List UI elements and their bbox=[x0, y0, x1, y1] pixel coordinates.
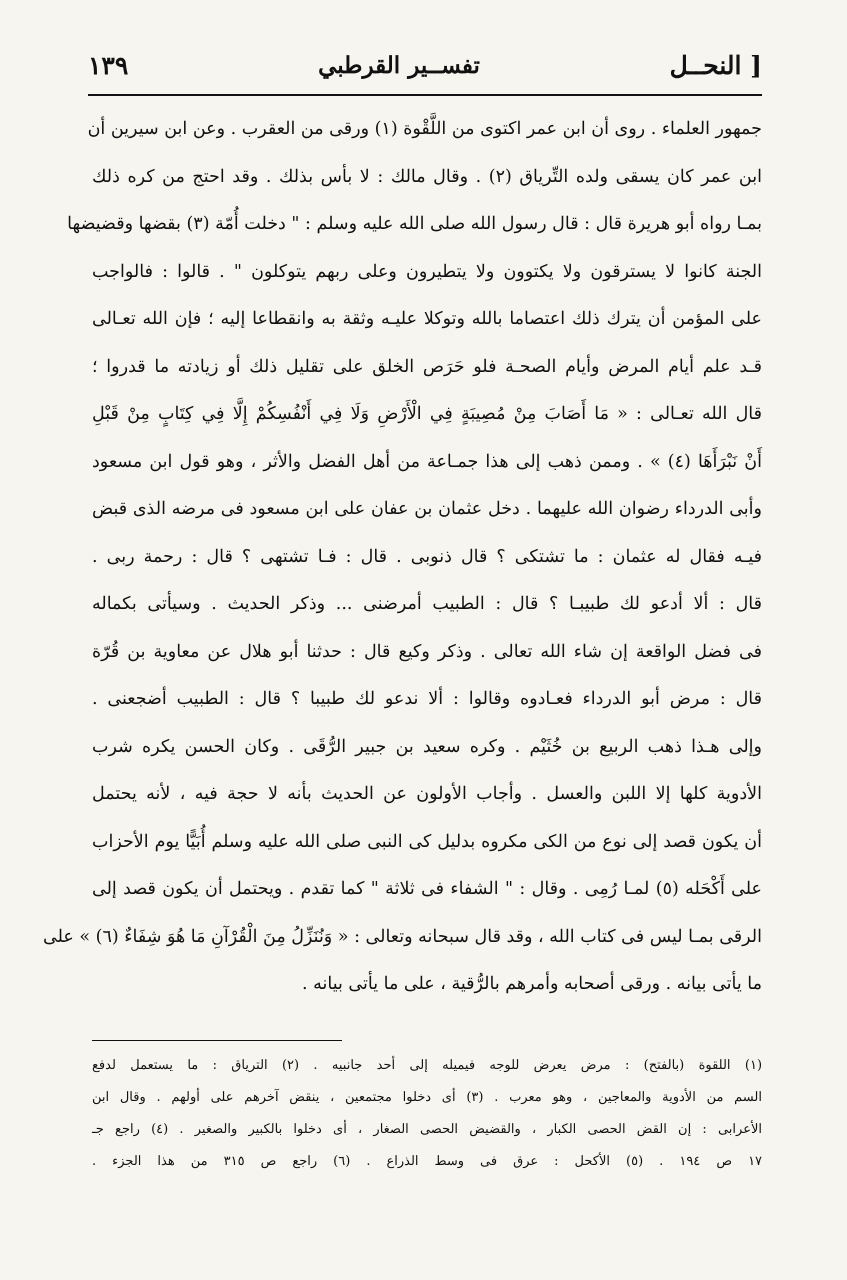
text-line: الرقى بمـا ليس فى كتاب الله ، وقد قال سبحانه وتعالى : « وَنُنَزِّلُ مِنَ الْقُرْآنِ مَا هُوَ شِفَاءٌ (٦) » على bbox=[43, 926, 762, 947]
text-line: الأدوية كلها إلا اللبن والعسل . وأجاب الأولون عن الحديث بأنه لا حجة فيه ، لأنه يحتمل bbox=[92, 784, 762, 804]
text-line: على المؤمن أن يترك ذلك اعتصاما بالله وتوكلا عليـه وثقة به وانقطاعا إليه ؛ فإن الله تعـالى bbox=[92, 309, 762, 329]
footnote-line: (١) اللقوة (بالفتح) : مرض يعرض للوجه فيميله إلى أحد جانبيه . (٢) الترياق : ما يستعمل لدفع bbox=[92, 1058, 763, 1073]
page-header bbox=[88, 40, 762, 90]
footnotes bbox=[92, 1050, 762, 1178]
text-line: جمهور العلماء . روى أن ابن عمر اكتوى من اللَّقْوة (١) ورقى من العقرب . وعن ابن سيرين أن bbox=[87, 119, 762, 139]
page-number: ١٣٩ bbox=[88, 50, 129, 80]
text-line: قـد علم أيام المرض وأيام الصحـة فلو حَرَص الخلق على تقليل ذلك أو زيادته ما قدروا ؛ bbox=[92, 356, 762, 377]
footnote-line: الأعرابى : إن القض الحصى الكبار ، والقضيض الحصى الصغار ، أى دخلوا بالكبير والصغير . (٤) راجع جـ bbox=[92, 1122, 762, 1137]
text-line: فى فضل الواقعة إن شاء الله تعالى . وذكر وكيع قال : حدثنا أبو هلال عن معاوية بن قُرّة bbox=[92, 641, 762, 662]
text-line: أن يكون قصد إلى نوع من الكى مكروه بدليل كى النبى صلى الله عليه وسلم أُبَيًّا يوم الأحزاب bbox=[92, 831, 762, 852]
text-line: وإلى هـذا ذهب الربيع بن خُثَيْم . وكره سعيد بن جبير الرُّقَى . وكان الحسن يكره شرب bbox=[92, 736, 762, 757]
book-title: تفســير القرطبي bbox=[318, 51, 480, 79]
text-line: ما يأتى بيانه . ورقى أصحابه وأمرهم بالرُّقية ، على ما يأتى بيانه . bbox=[301, 974, 762, 994]
footnote-line: السم من الأدوية والمعاجين ، وهو معرب . (٣) أى دخلوا مجتمعين ، ينقض آخرهم على أولهم . وقال ابن bbox=[92, 1090, 762, 1105]
text-line: ابن عمر كان يسقى ولده التِّرياق (٢) . وقال مالك : لا بأس بذلك . وقد احتج من كره ذلك bbox=[92, 166, 762, 187]
text-line: فيـه فقال له عثمان : ما تشتكى ؟ قال ذنوبى . قال : فـا تشتهى ؟ قال : رحمة ربى . bbox=[92, 546, 762, 567]
footnote-line: ١٧ ص ١٩٤ . (٥) الأكحل : عرق فى وسط الذراع . (٦) راجع ص ٣١٥ من هذا الجزء . bbox=[92, 1154, 763, 1169]
text-line: أَنْ نَبْرَأَهَا (٤) » . وممن ذهب إلى هذا جمـاعة من أهل الفضل والأثر ، وهو قول ابن مسعود bbox=[92, 451, 762, 472]
header-divider bbox=[88, 94, 762, 96]
text-line: قال : ألا أدعو لك طبيبـا ؟ قال : الطبيب أمرضنى ... وذكر الحديث . وسيأتى بكماله bbox=[92, 594, 762, 614]
text-line: قال الله تعـالى : « مَا أَصَابَ مِنْ مُصِيبَةٍ فِي الْأَرْضِ وَلَا فِي أَنْفُسِكُمْ إِلَّا فِي كِتَابٍ مِنْ قَبْلِ bbox=[92, 404, 762, 424]
body-text bbox=[43, 106, 762, 1009]
text-line: على أَكْحَله (٥) لمـا رُمِى . وقال : " الشفاء فى ثلاثة " كما تقدم . ويحتمل أن يكون قصد إلى bbox=[92, 879, 762, 899]
chapter-title: [ النحــل bbox=[669, 50, 762, 80]
footnote-divider bbox=[92, 1040, 342, 1041]
text-line: وأبى الدرداء رضوان الله عليهما . دخل عثمان بن عفان على ابن مسعود فى مرضه الذى قبض bbox=[92, 499, 762, 519]
text-line: بمـا رواه أبو هريرة قال : قال رسول الله صلى الله عليه وسلم : " دخلت أُمّة (٣) بقضها وقضيضها bbox=[67, 214, 762, 234]
text-line: الجنة كانوا لا يسترقون ولا يكتوون ولا يتطيرون وعلى ربهم يتوكلون " . قالوا : فالواجب bbox=[92, 261, 762, 282]
text-line: قال : مرض أبو الدرداء فعـادوه وقالوا : ألا ندعو لك طبيبا ؟ قال : الطبيب أضجعنى . bbox=[92, 689, 762, 709]
